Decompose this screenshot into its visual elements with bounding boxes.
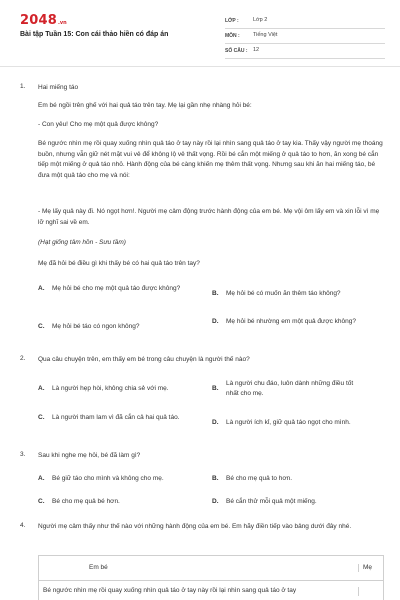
answer-option-b[interactable]: [212, 379, 384, 399]
answer-option-a[interactable]: [38, 474, 203, 484]
passage-paragraph: - Con yêu! Cho mẹ một quả được không?: [38, 121, 159, 128]
option-letter: D.: [212, 418, 219, 426]
question-prompt: Người mẹ cảm thấy như thế nào với những hành động của em bé. Em hãy điền tiếp vào bảng dưới đây nhé.: [38, 523, 352, 530]
logo-text: 2048: [20, 13, 57, 28]
meta-label: LỚP :: [225, 17, 239, 24]
option-text: Bé giữ táo cho mình và không cho mẹ.: [52, 475, 164, 482]
question-prompt: Qua câu chuyện trên, em thấy em bé trong câu chuyện là người thế nào?: [38, 356, 250, 363]
logo-suffix: .vn: [57, 20, 67, 26]
worksheet-header: [0, 0, 400, 66]
option-text: Là người ích kỉ, giữ quả táo ngọt cho mình.: [226, 419, 351, 426]
question-prompt: Mẹ đã hỏi bé điều gì khi thấy bé có hai quả táo trên tay?: [38, 260, 200, 267]
passage-paragraph: - Mẹ lấy quả này đi. Nó ngọt hơn!. Người mẹ cảm động trước hành động của em bé. Mẹ vội ôm lấy em và xin lỗi vì mẹ lỡ nghĩ sai về em.: [38, 208, 380, 226]
option-text: Mẹ hỏi bé nhường em một quả được không?: [226, 318, 356, 325]
passage-title: Hai miếng táo: [38, 84, 79, 91]
option-letter: A.: [38, 474, 45, 482]
answer-option-c[interactable]: [38, 322, 193, 332]
option-text: Là người chu đáo, luôn dành những điều tốt nhất cho mẹ.: [226, 380, 354, 397]
answer-table: [38, 555, 384, 600]
table-header-child: Em bé: [39, 564, 359, 573]
option-text: Là người hẹp hòi, không chia sẻ với mẹ.: [52, 385, 169, 392]
table-cell-child: Bé ngước nhìn mẹ rồi quay xuống nhìn quả táo ở tay này rồi lại nhìn sang quả táo ở tay: [39, 587, 359, 596]
answer-option-c[interactable]: [38, 413, 198, 423]
option-letter: D.: [212, 497, 219, 505]
answer-option-d[interactable]: [212, 317, 384, 327]
answer-option-a[interactable]: [38, 284, 193, 294]
meta-row-subject: [225, 29, 385, 44]
meta-value: 12: [253, 47, 260, 54]
answer-option-d[interactable]: [212, 497, 384, 507]
answer-option-a[interactable]: [38, 384, 193, 394]
option-letter: A.: [38, 284, 45, 292]
question-number: 1.: [20, 83, 26, 90]
meta-label: MÔN :: [225, 32, 240, 39]
option-text: Bé cho mẹ quả to hơn.: [226, 475, 293, 482]
passage-paragraph: Bé ngước nhìn mẹ rồi quay xuống nhìn quả táo ở tay này rồi lại nhìn sang quả táo ở tay kia. Thấy vậy người mẹ thoáng buồn, nhưng vẫn giữ nét mặt vui vẻ để không lộ vẻ thất vọng. Rồi bé cắn một miếng ở quả táo to hơn, ăn xong bé cắn tiếp một miếng ở quả táo nhỏ. Hành động của bé càng khiến mẹ thêm thất vọng. Nhưng sau khi ăn hai miếng táo, bé đưa một quả táo cho mẹ và nói:: [38, 140, 383, 179]
option-letter: C.: [38, 413, 45, 421]
meta-value: Lớp 2: [253, 17, 268, 24]
option-text: Mẹ hỏi bé cho mẹ một quả táo được không?: [52, 285, 181, 292]
table-row: [39, 581, 383, 600]
option-letter: A.: [38, 384, 45, 392]
option-letter: C.: [38, 497, 45, 505]
option-letter: D.: [212, 317, 219, 325]
meta-row-count: [225, 44, 385, 59]
option-text: Bé cắn thử mỗi quả một miếng.: [226, 498, 317, 505]
question-prompt: Sau khi nghe mẹ hỏi, bé đã làm gì?: [38, 452, 141, 459]
meta-label: SỐ CÂU :: [225, 47, 248, 54]
answer-option-b[interactable]: [212, 289, 384, 299]
header-divider: [0, 66, 400, 67]
page-title: Bài tập Tuần 15: Con cái thảo hiền có đáp án: [20, 31, 169, 38]
answer-option-c[interactable]: [38, 497, 203, 507]
option-text: Bé cho mẹ quả bé hơn.: [52, 498, 120, 505]
table-header-row: [39, 556, 383, 581]
site-logo[interactable]: [20, 12, 67, 30]
question-number: 3.: [20, 451, 26, 458]
question-number: 4.: [20, 522, 26, 529]
option-letter: B.: [212, 289, 219, 297]
question-number: 2.: [20, 355, 26, 362]
option-letter: C.: [38, 322, 45, 330]
table-header-mother: Mẹ: [363, 563, 373, 571]
meta-value: Tiếng Việt: [253, 32, 278, 39]
option-letter: B.: [212, 474, 219, 482]
passage-paragraph: Em bé ngồi trên ghế với hai quả táo trên tay. Mẹ lại gần nhẹ nhàng hỏi bé:: [38, 102, 252, 109]
passage-source: (Hạt giống tâm hồn - Sưu tầm): [38, 239, 126, 246]
answer-option-b[interactable]: [212, 474, 384, 484]
answer-option-d[interactable]: [212, 418, 384, 428]
option-text: Mẹ hỏi bé có muốn ăn thêm táo không?: [226, 290, 341, 297]
option-text: Là người tham lam vì đã cắn cả hai quả táo.: [52, 414, 180, 421]
option-text: Mẹ hỏi bé táo có ngon không?: [52, 323, 140, 330]
meta-info: [225, 14, 385, 59]
meta-row-grade: [225, 14, 385, 29]
option-letter: B.: [212, 384, 219, 392]
